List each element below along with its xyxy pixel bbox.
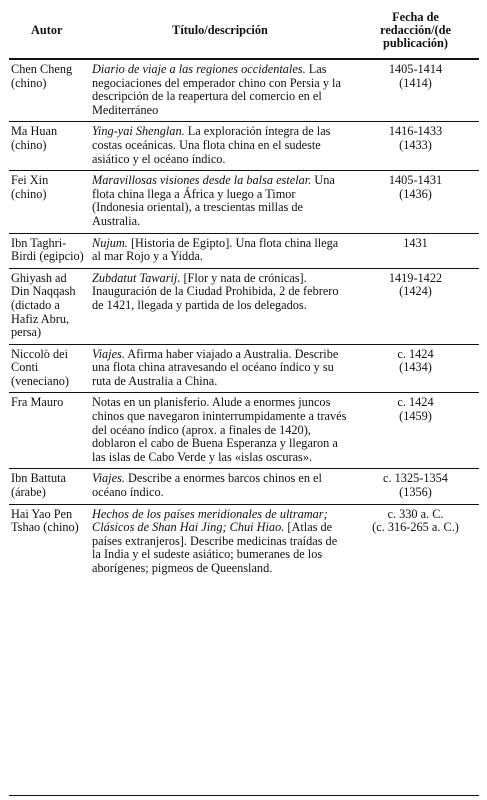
date-cell bbox=[352, 344, 479, 393]
work-title: Maravillosas visiones desde la balsa estelar. bbox=[92, 173, 312, 188]
date-cell bbox=[352, 469, 479, 504]
date-cell bbox=[352, 122, 479, 171]
description-cell bbox=[88, 59, 352, 122]
work-title: Diario de viaje a las regiones occidentales. bbox=[92, 62, 306, 76]
description-cell bbox=[88, 344, 352, 393]
header-row bbox=[9, 4, 479, 59]
header-date: Fecha de redacción/(de publicación) bbox=[352, 4, 479, 59]
author-cell: Ibn Battuta (árabe) bbox=[9, 469, 88, 504]
writing-date: c. 1424 bbox=[397, 395, 434, 410]
table-row bbox=[9, 504, 479, 579]
author-cell: Fei Xin (chino) bbox=[9, 171, 88, 233]
work-description: [Flor y nata de crónicas]. Inauguración de la Ciudad Prohibida, 2 de febrero de 1421, llegada y partida de los delegados. bbox=[92, 270, 339, 312]
date-cell bbox=[352, 59, 479, 122]
work-title: Viajes. bbox=[92, 346, 125, 361]
work-title: Hechos de los países meridionales de ultramar; Clásicos de Shan Hai Jing; Chui Hiao. bbox=[92, 506, 328, 535]
work-title: Viajes. bbox=[92, 471, 125, 486]
table-row bbox=[9, 268, 479, 344]
date-cell bbox=[352, 393, 479, 469]
description-cell bbox=[88, 268, 352, 344]
date-cell bbox=[352, 504, 479, 579]
work-description: Una flota china llega a África y luego a Timor (Indonesia oriental), a trescientas millas de Australia. bbox=[92, 173, 335, 228]
date-cell bbox=[352, 233, 479, 268]
writing-date: c. 330 a. C. bbox=[387, 506, 444, 521]
date-cell bbox=[352, 268, 479, 344]
publication-date: (1434) bbox=[399, 360, 432, 375]
publication-date: (c. 316-265 a. C.) bbox=[372, 520, 459, 535]
table-row bbox=[9, 344, 479, 393]
writing-date: c. 1325-1354 bbox=[383, 471, 448, 486]
writing-date: 1405-1431 bbox=[388, 173, 443, 188]
description-cell bbox=[88, 393, 352, 469]
header-title: Título/descripción bbox=[88, 4, 352, 59]
writing-date: 1405-1414 bbox=[388, 62, 443, 76]
date-cell bbox=[352, 171, 479, 233]
writing-date: 1431 bbox=[403, 235, 428, 250]
work-description: Describe a enormes barcos chinos en el océano índico. bbox=[92, 471, 322, 500]
publication-date: (1459) bbox=[399, 409, 432, 424]
table-row bbox=[9, 469, 479, 504]
publication-date: (1433) bbox=[399, 137, 432, 152]
author-cell: Chen Cheng (chino) bbox=[9, 59, 88, 122]
work-title: Zubdatut Tawarij. bbox=[92, 270, 181, 285]
author-cell: Ma Huan (chino) bbox=[9, 122, 88, 171]
table-row bbox=[9, 171, 479, 233]
author-cell: Fra Mauro bbox=[9, 393, 88, 469]
description-cell bbox=[88, 504, 352, 579]
description-cell bbox=[88, 122, 352, 171]
writing-date: 1419-1422 bbox=[388, 270, 443, 285]
publication-date: (1436) bbox=[399, 186, 432, 201]
work-description: Las negociaciones del emperador chino con Persia y la descripción de la reapertura del comercio en el Mediterráneo bbox=[92, 62, 341, 117]
table-row bbox=[9, 233, 479, 268]
publication-date: (1424) bbox=[399, 284, 432, 299]
writing-date: c. 1424 bbox=[397, 346, 434, 361]
description-cell bbox=[88, 469, 352, 504]
author-cell: Niccolò dei Conti (veneciano) bbox=[9, 344, 88, 393]
work-description: [Historia de Egipto]. Una flota china llega al mar Rojo y a Yidda. bbox=[92, 235, 339, 264]
description-cell bbox=[88, 171, 352, 233]
work-title: Nujum. bbox=[92, 235, 128, 250]
author-cell: Ibn Taghri-Birdi (egipcio) bbox=[9, 233, 88, 268]
table-row bbox=[9, 59, 479, 122]
publication-date: (1414) bbox=[399, 75, 432, 90]
work-description: Afirma haber viajado a Australia. Describe una flota china atravesando el océano índico y su ruta de Australia a China. bbox=[92, 346, 339, 388]
chronicles-table bbox=[9, 4, 479, 580]
table-row bbox=[9, 122, 479, 171]
author-cell: Hai Yao Pen Tshao (chino) bbox=[11, 506, 79, 535]
work-description: [Atlas de países extranjeros]. Describe medicinas traídas de la India y el sudeste asiático; bumeranes de los aborígenes; pigmeos de Queensland. bbox=[92, 520, 338, 575]
writing-date: 1416-1433 bbox=[388, 124, 443, 139]
work-description: La exploración íntegra de las costas oceánicas. Una flota china en el sudeste asiático y el océano índico. bbox=[92, 124, 331, 166]
author-cell: Ghiyash ad Din Naqqash (dictado a Hafiz Abru, persa) bbox=[9, 268, 88, 344]
work-title: Ying-yai Shenglan. bbox=[92, 124, 185, 139]
table-row bbox=[9, 393, 479, 469]
publication-date: (1356) bbox=[399, 485, 432, 500]
bottom-rule bbox=[9, 795, 479, 796]
work-description: Notas en un planisferio. Alude a enormes juncos chinos que navegaron ininterrumpidamente a través del océano índico (aprox. a finales de 1420), doblaron el cabo de Buena Esperanza y llegaron a las islas de Cabo Verde y las «islas oscuras». bbox=[92, 395, 347, 464]
header-author: Autor bbox=[9, 4, 88, 59]
description-cell bbox=[88, 233, 352, 268]
